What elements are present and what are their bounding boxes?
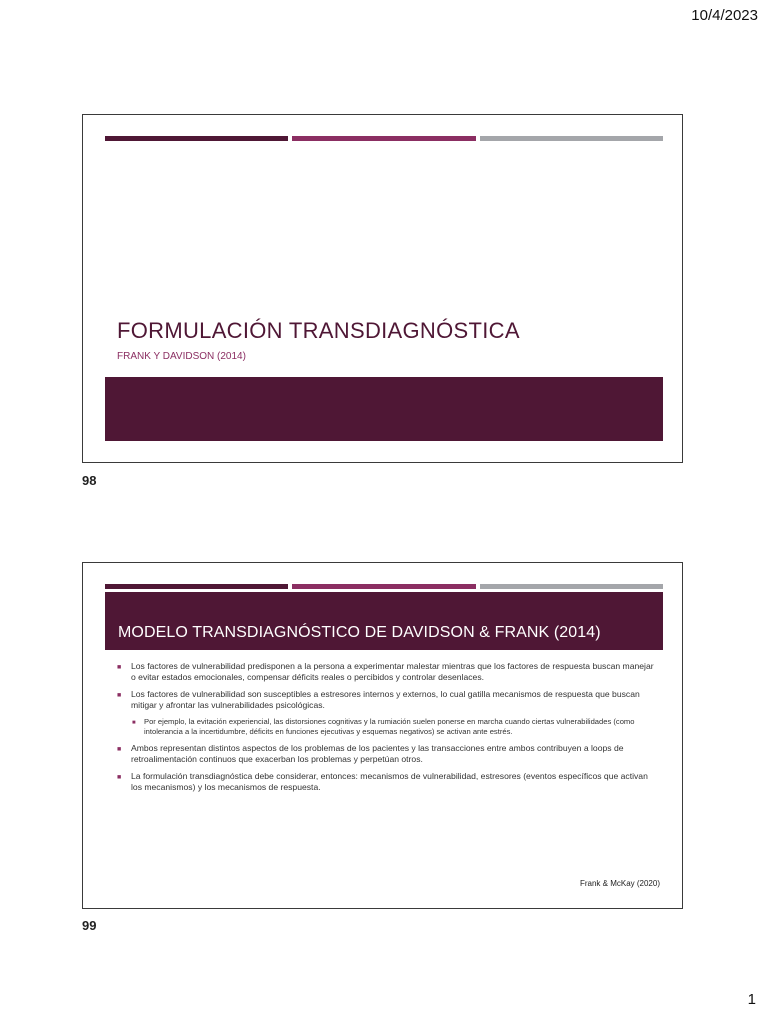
bullet-text: Los factores de vulnerabilidad son susceptibles a estresores internos y externos, lo cual gatilla mecanismos de respuesta que buscan mitigar y afrontar las vulnerabilidades psicológicas. bbox=[131, 689, 640, 710]
slide-subtitle: FRANK Y DAVIDSON (2014) bbox=[117, 351, 246, 362]
accent-bar-magenta bbox=[292, 136, 475, 141]
accent-bar-dark bbox=[105, 136, 288, 141]
slide-body bbox=[117, 661, 657, 799]
bullet-marker-icon: ■ bbox=[132, 720, 136, 726]
bullet-text: Ambos representan distintos aspectos de los problemas de los pacientes y las transacciones entre ambos contribuyen a loops de retroalimentación continuos que exacerban los problemas y perpetúan otros. bbox=[131, 743, 624, 764]
bullet-marker-icon: ■ bbox=[117, 664, 122, 671]
source-citation: Frank & McKay (2020) bbox=[579, 879, 660, 888]
slide-98 bbox=[82, 114, 683, 463]
slide-title: MODELO TRANSDIAGNÓSTICO DE DAVIDSON & FRANK (2014) bbox=[105, 592, 663, 650]
accent-bar-dark bbox=[105, 584, 288, 589]
bullet-marker-icon: ■ bbox=[117, 692, 122, 699]
page-date: 10/4/2023 bbox=[691, 7, 758, 24]
slide-number: 98 bbox=[82, 473, 97, 488]
bullet-marker-icon: ■ bbox=[117, 746, 122, 753]
slide-99 bbox=[82, 562, 683, 909]
bullet-marker-icon: ■ bbox=[117, 774, 122, 781]
bullet-item bbox=[117, 743, 657, 765]
slide-title: FORMULACIÓN TRANSDIAGNÓSTICA bbox=[117, 318, 520, 343]
accent-bar-gray bbox=[480, 584, 663, 589]
sub-bullet-item bbox=[117, 717, 657, 737]
bullet-item bbox=[117, 689, 657, 711]
accent-bars bbox=[105, 136, 663, 141]
bullet-item bbox=[117, 661, 657, 683]
sub-bullet-text: Por ejemplo, la evitación experiencial, las distorsiones cognitivas y la rumiación suelen ponerse en marcha cuando ciertas vulnerabilidades (como intolerancia a la incertidumbre, déficits en funciones ejecutivas y esquemas negativos) se activan ante estrés. bbox=[144, 717, 635, 736]
accent-bar-gray bbox=[480, 136, 663, 141]
accent-bars bbox=[105, 584, 663, 589]
slide-number: 99 bbox=[82, 918, 97, 933]
bullet-item bbox=[117, 771, 657, 793]
title-band bbox=[105, 377, 663, 441]
bullet-text: La formulación transdiagnóstica debe considerar, entonces: mecanismos de vulnerabilidad, estresores (eventos específicos que activan los mecanismos) y los mecanismos de respuesta. bbox=[131, 771, 648, 792]
page-number: 1 bbox=[747, 991, 756, 1008]
accent-bar-magenta bbox=[292, 584, 475, 589]
bullet-text: Los factores de vulnerabilidad predisponen a la persona a experimentar malestar mientras que los factores de respuesta buscan manejar o evitar estados emocionales, compensar déficits reales o percibidos y controlar desenlaces. bbox=[131, 661, 654, 682]
